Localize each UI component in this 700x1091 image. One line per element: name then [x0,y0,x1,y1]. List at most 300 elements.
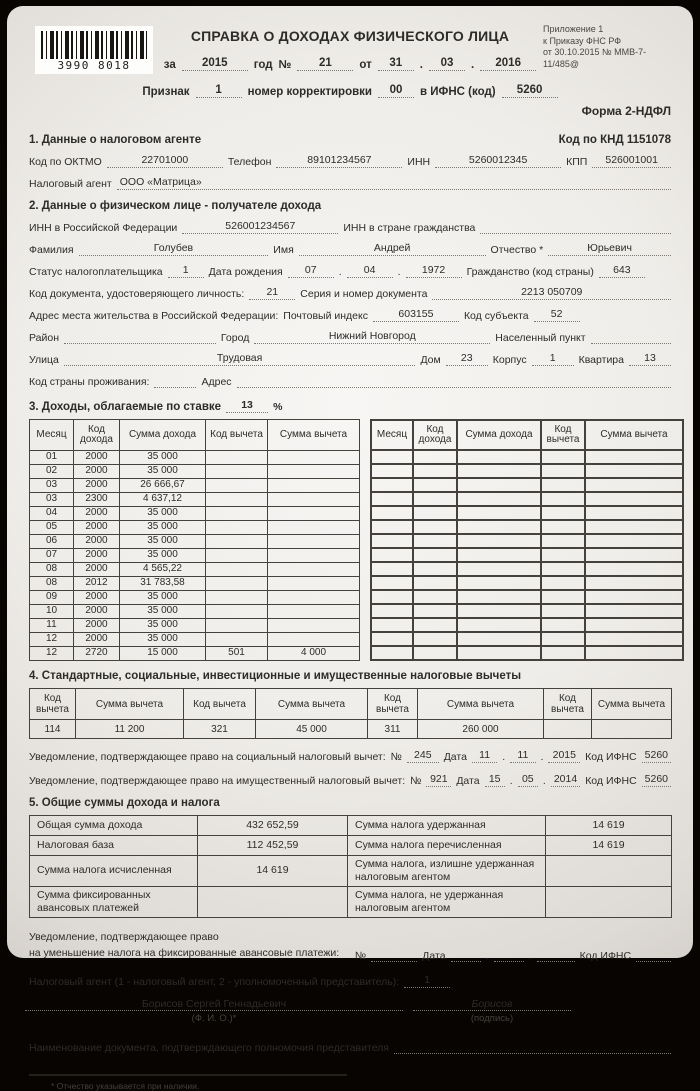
income-table [29,419,360,661]
table-cell: 26 666,67 [120,479,206,493]
table-cell [585,520,683,534]
corr-field: 00 [378,84,414,98]
table-cell [585,576,683,590]
table-cell [371,618,413,632]
id-doc-row: Код документа, удостоверяющего личность: 21 Серия и номер документа 2213 050709 [29,286,671,300]
table-cell [413,604,457,618]
agent-inn-field: 5260012345 [435,154,561,168]
social-notice-ifns: 5260 [642,749,671,763]
table-cell: Сумма налога удержанная [348,816,546,836]
table-cell: 11 200 [76,720,184,739]
table-cell [585,450,683,464]
table-cell [541,632,585,646]
table-cell [585,534,683,548]
table-row [371,478,683,492]
table-cell: 02 [30,465,74,479]
priznak-field: 1 [196,84,242,98]
table-cell [206,619,268,633]
table-cell [371,576,413,590]
table-cell [413,618,457,632]
table-cell: 09 [30,591,74,605]
locality-field [591,330,671,344]
table-cell [457,492,541,506]
country-code-field [154,374,196,388]
table-cell [371,492,413,506]
table-cell [371,562,413,576]
table-row [371,562,683,576]
fio-row: Фамилия Голубев Имя Андрей Отчество * Юрьевич [29,242,671,256]
barcode-digits: 3990 8018 [57,59,131,72]
doc-authority-field [394,1040,671,1054]
table-cell: 10 [30,605,74,619]
table-cell: 35 000 [120,535,206,549]
section2-title: 2. Данные о физическом лице - получателе дохода [29,200,322,212]
table-row [30,521,360,535]
table-row [30,507,360,521]
table-cell [413,590,457,604]
table-cell [413,548,457,562]
table-row [371,576,683,590]
table-cell: 501 [206,647,268,661]
id-doc-code-field: 21 [249,286,295,300]
social-notice-row: Уведомление, подтверждающее право на социальный налоговый вычет: № 245 Дата 11 . 11 . 2015 Код ИФНС 5260 [29,749,671,763]
advance-notice-year [537,948,575,962]
table-cell [585,562,683,576]
citizenship-field: 643 [599,264,645,278]
barcode-bars-icon [41,31,147,59]
table-cell [413,646,457,660]
table-cell: 2000 [74,563,120,577]
table-cell [413,520,457,534]
table-cell [268,577,360,591]
table-row [30,720,672,739]
table-cell [541,576,585,590]
table-row [371,506,683,520]
table-cell [457,576,541,590]
header-priznak-line: Признак 1 номер корректировки 00 в ИФНС (код) 5260 [29,84,671,98]
table-row [371,492,683,506]
table-cell: 2000 [74,465,120,479]
kpp-field: 526001001 [592,154,671,168]
table-cell: Сумма налога исчисленная [30,856,198,887]
table-cell: 14 619 [198,856,348,887]
table-cell [592,720,672,739]
table-cell [371,604,413,618]
table-cell [206,507,268,521]
table-cell: 35 000 [120,633,206,647]
table-cell [206,563,268,577]
table-row [30,479,360,493]
form-name: Форма 2-НДФЛ [581,104,671,118]
table-cell [541,506,585,520]
table-cell [457,548,541,562]
table-cell [371,506,413,520]
table-cell [413,506,457,520]
table-cell [457,590,541,604]
status-birth-row: Статус налогоплательщика 1 Дата рождения 07 . 04 . 1972 Гражданство (код страны) 643 [29,264,671,278]
table-row [30,619,360,633]
table-cell: 2000 [74,479,120,493]
table-row [371,534,683,548]
table-row [371,632,683,646]
table-cell [457,450,541,464]
table-cell [541,492,585,506]
table-cell [457,646,541,660]
table-cell [457,562,541,576]
table-cell [585,590,683,604]
table-cell: 321 [184,720,256,739]
table-row [371,604,683,618]
property-notice-day: 15 [485,773,505,787]
table-cell [541,534,585,548]
page-title: СПРАВКА О ДОХОДАХ ФИЗИЧЕСКОГО ЛИЦА [190,28,510,44]
advance-notice-day [451,948,481,962]
table-cell [585,632,683,646]
table-row [30,577,360,591]
table-cell [268,507,360,521]
table-cell [371,646,413,660]
table-row [371,548,683,562]
doc-number-field: 2213 050709 [432,286,671,300]
table-cell [541,646,585,660]
table-cell [457,520,541,534]
table-cell [371,632,413,646]
table-cell [413,562,457,576]
table-cell: 2000 [74,521,120,535]
appendix-note: Приложение 1 к Приказу ФНС РФ от 30.10.2015 № ММВ-7- 11/485@ [543,24,647,70]
table-row [371,464,683,478]
street-row: Улица Трудовая Дом 23 Корпус 1 Квартира 13 [29,352,671,366]
table-cell: 112 452,59 [198,836,348,856]
person-inn-field: 526001234567 [182,220,338,234]
ifns-field: 5260 [502,84,558,98]
table-cell [413,450,457,464]
table-cell [457,506,541,520]
table-cell [371,464,413,478]
barcode [35,26,153,74]
table-cell: 35 000 [120,591,206,605]
date-year-field: 2016 [480,57,536,71]
foreign-inn-field [480,220,671,234]
footnote-text: * Отчество указывается при наличии. [51,1080,200,1091]
table-cell [457,618,541,632]
table-cell: 4 000 [268,647,360,661]
table-cell [206,521,268,535]
name-field: Андрей [299,242,486,256]
table-cell [371,520,413,534]
header-period-line: за 2015 год № 21 от 31 . 03 . 2016 [29,57,671,71]
section1-title: 1. Данные о налоговом агенте [29,134,202,146]
postal-field: 603155 [373,308,459,322]
section4-title: 4. Стандартные, социальные, инвестиционные и имущественные налоговые вычеты [29,670,522,682]
oktmo-field: 22701000 [107,154,223,168]
table-row [371,520,683,534]
social-notice-year: 2015 [548,749,580,763]
document-page [7,6,693,1091]
table-cell [206,479,268,493]
table-cell [541,618,585,632]
advance-notice-row: Уведомление, подтверждающее право на уменьшение налога на фиксированные авансовые платежи: № Дата . . Код ИФНС [29,930,671,962]
table-cell [206,549,268,563]
table-cell: 15 000 [120,647,206,661]
table-cell: 114 [30,720,76,739]
table-cell [585,646,683,660]
table-cell: 35 000 [120,605,206,619]
table-row [30,887,672,918]
table-cell: Сумма налога, не удержанная налоговым агентом [348,887,546,918]
table-cell: 2000 [74,591,120,605]
table-cell [206,633,268,647]
table-cell [413,492,457,506]
table-row [30,605,360,619]
district-field [64,330,216,344]
form-header [29,20,671,132]
street-field: Трудовая [64,352,416,366]
table-cell: 03 [30,479,74,493]
country-row: Код страны проживания: Адрес [29,374,671,388]
table-cell: 4 637,12 [120,493,206,507]
table-cell [268,605,360,619]
table-cell: 2300 [74,493,120,507]
table-row [30,591,360,605]
table-cell [268,591,360,605]
table-cell: 06 [30,535,74,549]
tax-rate-field: 13 [226,399,268,413]
table-cell: 45 000 [256,720,368,739]
property-notice-month: 05 [518,773,538,787]
table-cell [371,548,413,562]
agent-name-row: Налоговый агент ООО «Матрица» [29,176,671,190]
agent-codes-row: Код по ОКТМО 22701000 Телефон 89101234567 ИНН 5260012345 КПП 526001001 [29,154,671,168]
table-cell [206,535,268,549]
table-cell [206,577,268,591]
table-cell [268,633,360,647]
table-cell: 260 000 [418,720,544,739]
table-cell [585,464,683,478]
building-field: 1 [532,352,574,366]
table-cell [206,451,268,465]
table-cell: 35 000 [120,619,206,633]
table-cell: Сумма налога, излишне удержанная налоговым агентом [348,856,546,887]
table-cell [413,632,457,646]
surname-field: Голубев [79,242,269,256]
table-cell: 35 000 [120,451,206,465]
table-cell [457,604,541,618]
district-city-row: Район Город Нижний Новгород Населенный пункт [29,330,671,344]
table-cell [546,856,672,887]
address-row: Адрес места жительства в Российской Федерации: Почтовый индекс 603155 Код субъекта 52 [29,308,671,322]
table-cell [413,478,457,492]
table-cell: 04 [30,507,74,521]
table-cell [541,450,585,464]
table-cell [371,450,413,464]
table-cell [268,563,360,577]
table-cell: 07 [30,549,74,563]
table-cell [585,618,683,632]
table-cell: 14 619 [546,816,672,836]
fio-field: Борисов Сергей Геннадьевич [25,998,403,1011]
table-cell [268,619,360,633]
table-cell [206,591,268,605]
property-notice-ifns: 5260 [642,773,671,787]
table-row [30,535,360,549]
table-cell [371,590,413,604]
table-cell [541,590,585,604]
signature-field: Борисов [413,998,571,1011]
agent-type-row: Налоговый агент (1 - налоговый агент, 2 - уполномоченный представитель): 1 [29,974,671,988]
table-cell [585,604,683,618]
advance-notice-month [494,948,524,962]
table-cell: 2012 [74,577,120,591]
table-row [30,563,360,577]
table-cell: 12 [30,647,74,661]
table-cell [541,548,585,562]
advance-notice-number [371,948,417,962]
table-cell: 11 [30,619,74,633]
section3-title: 3. Доходы, облагаемые по ставке [29,401,222,413]
table-cell: 08 [30,577,74,591]
table-cell: 4 565,22 [120,563,206,577]
table-cell: 14 619 [546,836,672,856]
signature-caption: (подпись) [470,1012,514,1024]
table-cell: 08 [30,563,74,577]
table-cell [268,465,360,479]
table-cell: 311 [368,720,418,739]
table-cell [585,548,683,562]
table-cell [585,506,683,520]
table-cell [413,576,457,590]
table-cell [268,493,360,507]
table-cell [585,492,683,506]
status-field: 1 [168,264,204,278]
table-cell: Общая сумма дохода [30,816,198,836]
table-row [30,816,672,836]
table-row [371,646,683,660]
table-cell [457,478,541,492]
signature-block [29,998,671,1024]
income-table-header: Месяц Код дохода Сумма дохода Код вычета Сумма вычета [30,420,360,451]
table-cell: 2000 [74,507,120,521]
table-cell [585,478,683,492]
section5-title: 5. Общие суммы дохода и налога [29,797,220,809]
table-cell [268,521,360,535]
agent-name-field: ООО «Матрица» [117,176,671,190]
foreign-address-field [237,374,671,388]
advance-notice-ifns [636,948,671,962]
table-row [371,450,683,464]
date-month-field: 03 [429,57,465,71]
table-cell [268,479,360,493]
table-cell: Сумма фиксированных авансовых платежей [30,887,198,918]
footnote-divider [29,1074,347,1076]
table-cell [371,478,413,492]
table-cell: 2000 [74,451,120,465]
table-cell [268,451,360,465]
income-table-empty-header: Месяц Код дохода Сумма дохода Код вычета Сумма вычета [371,420,683,450]
income-table-empty [370,419,684,661]
table-row [30,465,360,479]
doc-number-field: 21 [297,57,353,71]
birth-year-field: 1972 [406,264,462,278]
table-cell [413,534,457,548]
apartment-field: 13 [629,352,671,366]
property-notice-year: 2014 [551,773,580,787]
table-cell: 03 [30,493,74,507]
deductions-table-header: Код вычета Сумма вычета Код вычета Сумма вычета Код вычета Сумма вычета Код вычета Сумма вычета [30,689,672,720]
date-day-field: 31 [378,57,414,71]
table-row [30,647,360,661]
phone-field: 89101234567 [276,154,402,168]
table-cell [268,549,360,563]
social-notice-number: 245 [407,749,439,763]
table-row [371,590,683,604]
doc-authority-row: Наименование документа, подтверждающего полномочия представителя [29,1040,671,1054]
property-notice-row: Уведомление, подтверждающее право на имущественный налоговый вычет: № 921 Дата 15 . 05 . 2014 Код ИФНС 5260 [29,773,671,787]
table-cell: 35 000 [120,549,206,563]
table-cell [371,534,413,548]
table-cell [541,604,585,618]
table-cell: 432 652,59 [198,816,348,836]
table-cell: 2000 [74,633,120,647]
subject-code-field: 52 [534,308,580,322]
table-cell: 12 [30,633,74,647]
table-cell: 35 000 [120,465,206,479]
totals-table [29,815,672,918]
table-cell [206,493,268,507]
fio-caption: (Ф. И. О.)* [191,1012,237,1024]
birth-month-field: 04 [347,264,393,278]
table-cell [457,464,541,478]
table-cell: 2000 [74,535,120,549]
table-cell: 35 000 [120,507,206,521]
table-cell [268,535,360,549]
inn-row: ИНН в Российской Федерации 526001234567 ИНН в стране гражданства [29,220,671,234]
year-field: 2015 [182,57,248,71]
table-cell: 31 783,58 [120,577,206,591]
table-row [30,493,360,507]
table-cell [206,465,268,479]
table-cell [541,520,585,534]
knd-code: Код по КНД 1151078 [558,134,671,146]
table-cell: 01 [30,451,74,465]
property-notice-number: 921 [426,773,451,787]
table-cell [541,478,585,492]
city-field: Нижний Новгород [254,330,490,344]
table-cell: 2000 [74,619,120,633]
table-cell: 05 [30,521,74,535]
table-cell: 2000 [74,605,120,619]
table-cell [544,720,592,739]
agent-type-field: 1 [404,974,450,988]
table-cell [198,887,348,918]
table-cell: 2720 [74,647,120,661]
section3-title-row: 3. Доходы, облагаемые по ставке 13 % [29,399,283,413]
table-cell [541,562,585,576]
table-cell [457,632,541,646]
deductions-table [29,688,672,739]
table-cell: 2000 [74,549,120,563]
social-notice-month: 11 [510,749,535,763]
table-cell [541,464,585,478]
table-row [30,451,360,465]
table-cell [546,887,672,918]
table-row [30,836,672,856]
table-row [30,549,360,563]
table-cell [413,464,457,478]
table-cell [457,534,541,548]
birth-day-field: 07 [288,264,334,278]
social-notice-day: 11 [472,749,497,763]
